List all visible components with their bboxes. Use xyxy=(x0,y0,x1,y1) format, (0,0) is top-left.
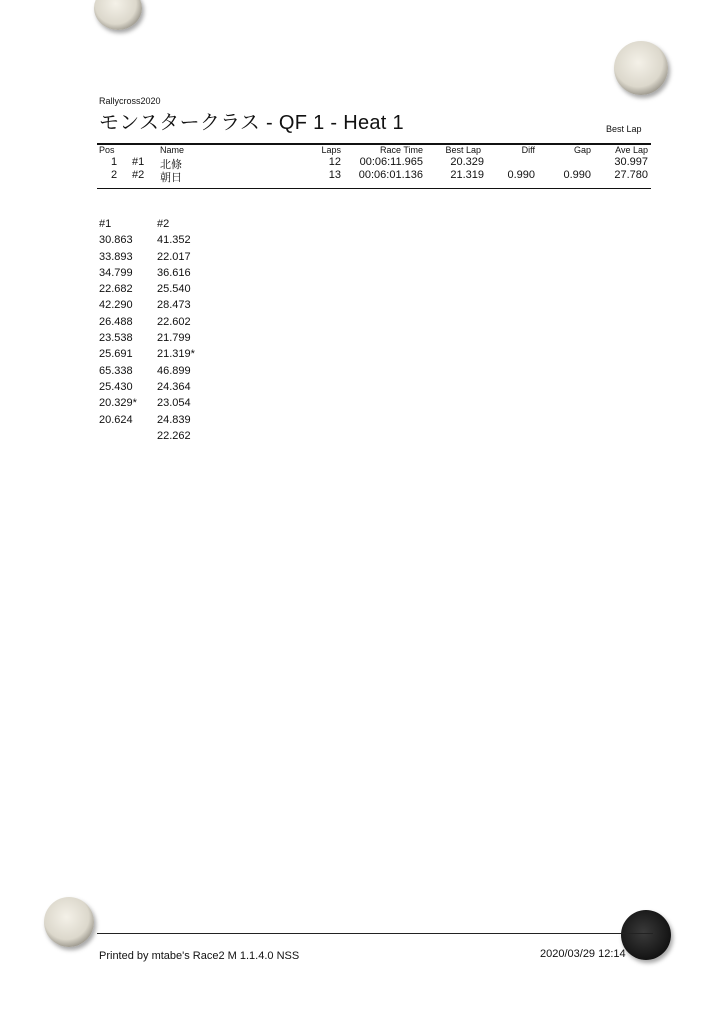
lap-times-column-1 xyxy=(99,216,137,428)
lap-time: 65.338 xyxy=(99,364,133,377)
lap-time: 30.863 xyxy=(99,234,133,247)
header-gap: Gap xyxy=(573,145,591,155)
row-best-lap: 20.329 xyxy=(450,156,484,168)
lap-times-column-2 xyxy=(157,216,195,444)
lap-time: 26.488 xyxy=(99,315,133,328)
page-title: モンスタークラス - QF 1 - Heat 1 xyxy=(99,112,404,134)
lap-time: 25.430 xyxy=(99,380,133,393)
header-race-time: Race Time xyxy=(379,145,423,155)
printed-by: Printed by mtabe's Race2 M 1.1.4.0 NSS xyxy=(99,950,300,962)
lap-time: 24.839 xyxy=(157,413,191,426)
header-diff: Diff xyxy=(521,145,535,155)
lap-column-header: #2 xyxy=(157,218,170,230)
row-race-time: 00:06:01.136 xyxy=(358,169,423,181)
lap-time: 33.893 xyxy=(99,250,133,263)
lap-column-header: #1 xyxy=(99,218,112,230)
lap-time: 28.473 xyxy=(157,299,191,312)
row-driver-name: 朝日 xyxy=(160,172,182,184)
header-pos: Pos xyxy=(99,145,115,155)
lap-time: 21.319* xyxy=(157,348,195,361)
row-pos: 2 xyxy=(111,169,118,181)
row-diff: 0.990 xyxy=(507,169,535,181)
row-laps: 13 xyxy=(328,169,341,181)
best-lap-label: Best Lap xyxy=(606,124,642,134)
lap-time: 46.899 xyxy=(157,364,191,377)
header-ave-lap: Ave Lap xyxy=(615,145,648,155)
lap-time: 20.624 xyxy=(99,413,133,426)
header-laps: Laps xyxy=(321,145,341,155)
results-bottom-rule xyxy=(97,188,651,189)
magnet-bottom-left xyxy=(44,897,94,947)
lap-time: 25.540 xyxy=(157,283,191,296)
row-ave-lap: 30.997 xyxy=(614,156,648,168)
lap-time: 22.682 xyxy=(99,283,133,296)
print-datetime: 2020/03/29 12:14 xyxy=(540,948,626,960)
lap-time: 22.262 xyxy=(157,429,191,442)
row-pos: 1 xyxy=(111,156,118,168)
event-name: Rallycross2020 xyxy=(99,96,161,106)
results-table xyxy=(97,145,651,182)
header-best-lap: Best Lap xyxy=(445,145,481,155)
result-row xyxy=(97,156,651,169)
lap-time: 22.017 xyxy=(157,250,191,263)
lap-time: 41.352 xyxy=(157,234,191,247)
magnet-bottom-right xyxy=(621,910,671,960)
row-ave-lap: 27.780 xyxy=(614,169,648,181)
results-header-row xyxy=(97,145,651,156)
lap-time: 36.616 xyxy=(157,266,191,279)
header-name: Name xyxy=(160,145,185,155)
row-race-time: 00:06:11.965 xyxy=(359,156,423,168)
row-car-number: #2 xyxy=(132,169,145,181)
result-row xyxy=(97,169,651,182)
magnet-top-left xyxy=(94,0,142,30)
row-laps: 12 xyxy=(328,156,341,168)
row-best-lap: 21.319 xyxy=(450,169,484,181)
lap-time: 25.691 xyxy=(99,348,133,361)
row-driver-name: 北條 xyxy=(160,159,182,171)
lap-time: 24.364 xyxy=(157,380,191,393)
lap-time: 42.290 xyxy=(99,299,133,312)
magnet-top-right xyxy=(614,41,668,95)
lap-time: 23.538 xyxy=(99,332,133,345)
lap-time: 34.799 xyxy=(99,266,133,279)
row-car-number: #1 xyxy=(132,156,145,168)
lap-time: 21.799 xyxy=(157,332,191,345)
lap-time: 22.602 xyxy=(157,315,191,328)
footer-rule xyxy=(97,933,653,934)
row-gap: 0.990 xyxy=(563,169,591,181)
lap-time: 20.329* xyxy=(99,397,137,410)
lap-time: 23.054 xyxy=(157,397,191,410)
